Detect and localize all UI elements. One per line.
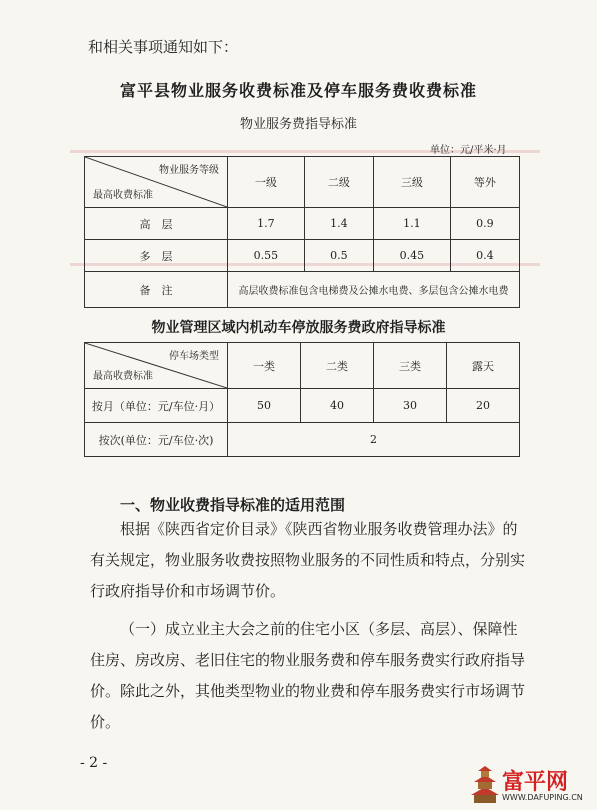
table-row [85, 389, 520, 423]
table2-title: 物业管理区域内机动车停放服务费政府指导标准 [151, 320, 446, 336]
table2-header: 露天 [447, 343, 520, 389]
remark-label: 备 注 [85, 272, 228, 308]
logo-url-text: WWW.DAFUPING.CN [502, 793, 583, 802]
table-cell: 40 [301, 389, 374, 423]
table1-corner-cell [85, 157, 228, 208]
property-fee-table [84, 156, 520, 308]
row-label: 按次(单位：元/车位·次) [85, 423, 228, 457]
section-heading: 一、物业收费指导标准的适用范围 [120, 496, 346, 514]
table-row [85, 272, 520, 308]
table1-header: 一级 [228, 157, 305, 208]
table-cell: 30 [374, 389, 447, 423]
table1-header: 三级 [373, 157, 450, 208]
table-cell: 20 [447, 389, 520, 423]
table1-corner-top: 物业服务等级 [159, 165, 219, 176]
intro-line: 和相关事项通知如下： [88, 38, 239, 56]
table2-header: 一类 [228, 343, 301, 389]
table-row [85, 423, 520, 457]
table1-unit: 单位：元/平米·月 [430, 145, 507, 156]
table-cell: 50 [228, 389, 301, 423]
table-cell: 0.4 [450, 240, 519, 272]
table-row [85, 208, 520, 240]
table2-corner-bottom: 最高收费标准 [93, 371, 153, 382]
main-title: 富平县物业服务收费标准及停车服务费收费标准 [119, 81, 477, 100]
table-cell: 1.7 [228, 208, 305, 240]
table-cell: 0.55 [228, 240, 305, 272]
row-label: 多 层 [85, 240, 228, 272]
parking-fee-table [84, 342, 520, 457]
table1-header: 二级 [304, 157, 373, 208]
table-cell: 2 [228, 423, 520, 457]
table-cell: 0.5 [304, 240, 373, 272]
table-cell: 1.1 [373, 208, 450, 240]
table1-corner-bottom: 最高收费标准 [93, 190, 153, 201]
table-cell: 0.9 [450, 208, 519, 240]
site-logo [470, 765, 590, 807]
pagoda-icon [470, 765, 500, 805]
table1-header: 等外 [450, 157, 519, 208]
table2-corner-top: 停车场类型 [169, 351, 219, 362]
table2-corner-cell [85, 343, 228, 389]
logo-brand-text: 富平网 [502, 770, 569, 795]
table2-header: 二类 [301, 343, 374, 389]
paragraph: 根据《陕西省定价目录》《陕西省物业服务收费管理办法》的有关规定，物业服务收费按照物业服务的不同性质和特点，分别实行政府指导价和市场调节价。 [90, 520, 526, 600]
paragraph: （一）成立业主大会之前的住宅小区（多层、高层）、保障性住房、房改房、老旧住宅的物业服务费和停车服务费实行政府指导价。除此之外，其他类型物业的物业费和停车服务费实行市场调节价。 [90, 620, 526, 731]
row-label: 按月（单位：元/车位·月） [85, 389, 228, 423]
table-cell: 1.4 [304, 208, 373, 240]
table-cell: 0.45 [373, 240, 450, 272]
row-label: 高 层 [85, 208, 228, 240]
table1-title: 物业服务费指导标准 [239, 117, 357, 132]
page-number: - 2 - [80, 755, 108, 771]
table2-header: 三类 [374, 343, 447, 389]
table-row [85, 240, 520, 272]
remark-text: 高层收费标准包含电梯费及公摊水电费、多层包含公摊水电费 [228, 272, 520, 308]
